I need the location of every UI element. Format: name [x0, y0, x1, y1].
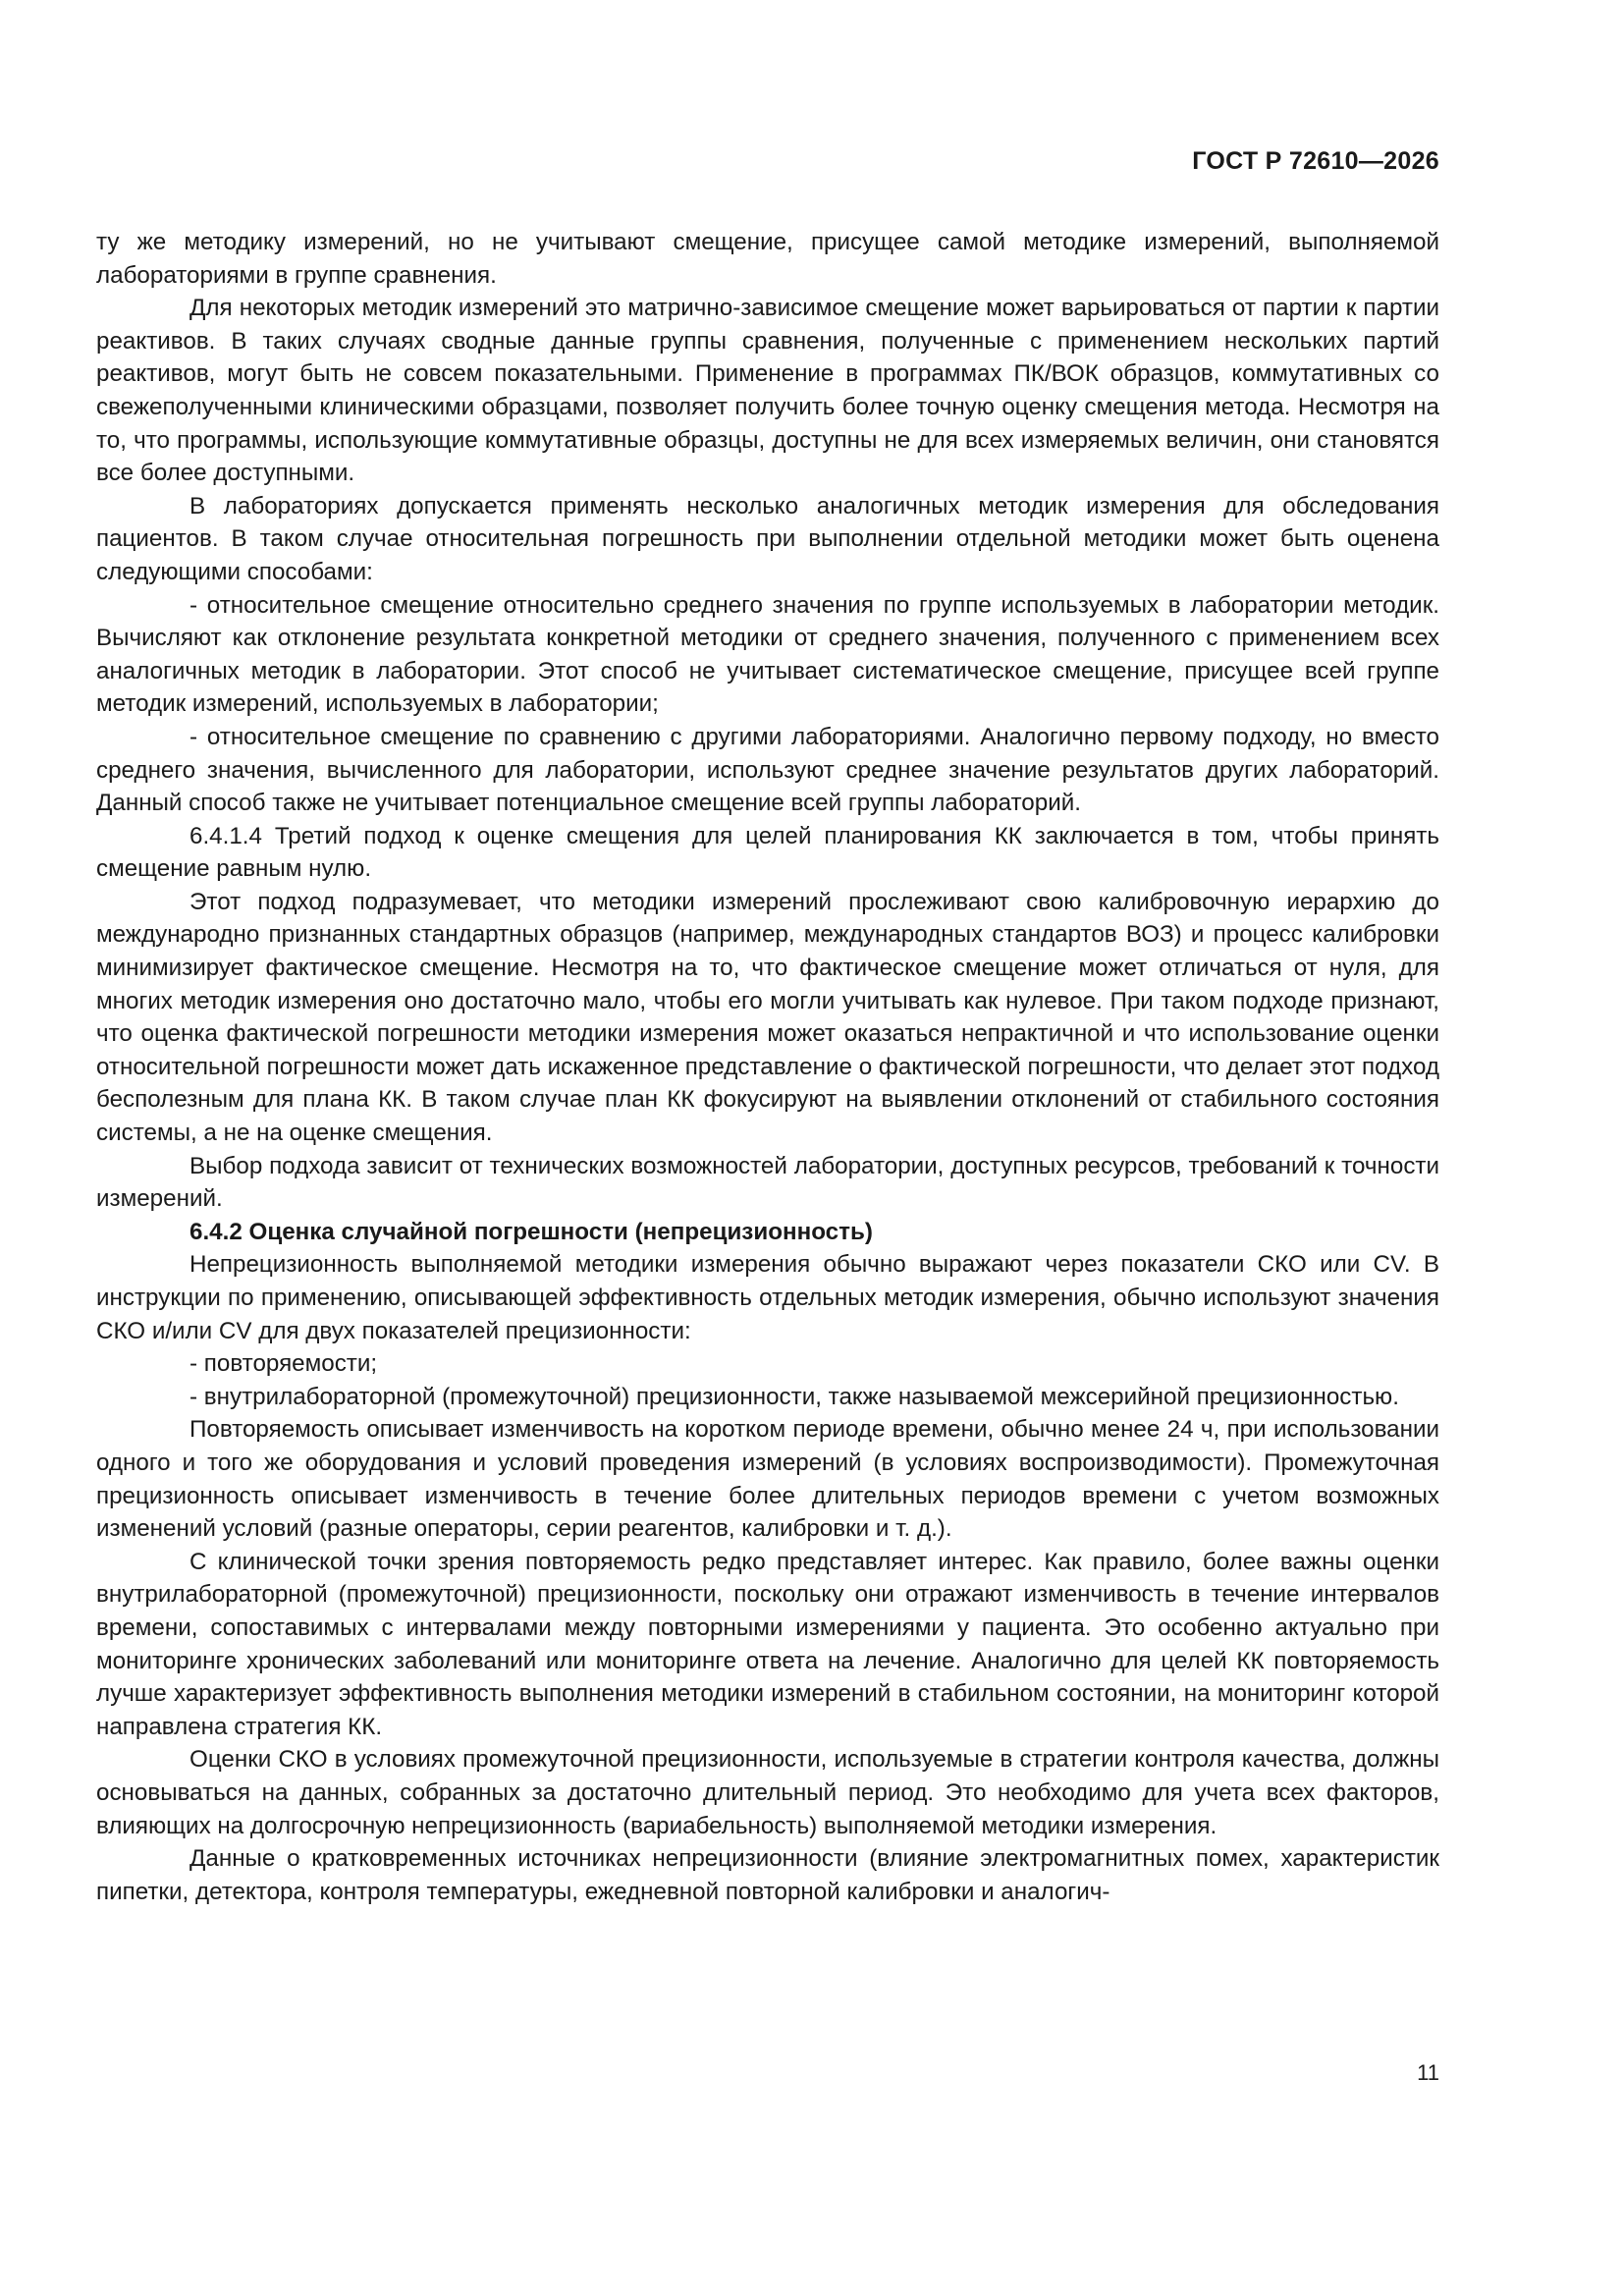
paragraph: 6.4.1.4 Третий подход к оценке смещения для целей планирования КК заключается в том, чтобы принять смещение равным нулю.	[96, 822, 1439, 883]
paragraph: - относительное смещение по сравнению с другими лабораториями. Аналогично первому подходу, но вместо среднего значения, вычисленного для лаборатории, используют среднее значение результатов других лабораторий. Данный способ также не учитывает потенциальное смещение всей группы лабораторий.	[96, 723, 1439, 817]
paragraph: Повторяемость описывает изменчивость на коротком периоде времени, обычно менее 24 ч, при использовании одного и того же оборудования и условий проведения измерений (в условиях воспроизводимости). Промежуточная прецизионность описывает изменчивость в течение более длительных периодов времени с учетом возможных изменений условий (разные операторы, серии реагентов, калибровки и т. д.).	[96, 1416, 1439, 1543]
paragraph: Этот подход подразумевает, что методики измерений прослеживают свою калибровочную иерархию до международно признанных стандартных образцов (например, международных стандартов ВОЗ) и процесс калибровки минимизирует фактическое смещение. Несмотря на то, что фактическое смещение может отличаться от нуля, для многих методик измерения оно достаточно мало, чтобы его могли учитывать как нулевое. При таком подходе признают, что оценка фактической погрешности методики измерения может оказаться непрактичной и что использование оценки относительной погрешности может дать искаженное представление о фактической погрешности, что делает этот подход бесполезным для плана КК. В таком случае план КК фокусируют на выявлении отклонений от стабильного состояния системы, а не на оценке смещения.	[96, 888, 1439, 1147]
paragraph: Данные о кратковременных источниках непрецизионности (влияние электромагнитных помех, характеристик пипетки, детектора, контроля температуры, ежедневной повторной калибровки и аналогич-	[96, 1845, 1439, 1905]
paragraph: Выбор подхода зависит от технических возможностей лаборатории, доступных ресурсов, требований к точности измерений.	[96, 1152, 1439, 1213]
paragraph: Для некоторых методик измерений это матрично-зависимое смещение может варьироваться от партии к партии реактивов. В таких случаях сводные данные группы сравнения, полученные с применением нескольких партий реактивов, могут быть не совсем показательными. Применение в программах ПК/ВОК образцов, коммутативных со свежеполученными клиническими образцами, позволяет получить более точную оценку смещения метода. Несмотря на то, что программы, использующие коммутативные образцы, доступны не для всех измеряемых величин, они становятся все более доступными.	[96, 295, 1439, 487]
paragraph: - внутрилабораторной (промежуточной) прецизионности, также называемой межсерийной прецизионностью.	[189, 1383, 1399, 1410]
paragraph: Непрецизионность выполняемой методики измерения обычно выражают через показатели СКО или CV. В инструкции по применению, описывающей эффективность отдельных методик измерения, обычно используют значения СКО и/или CV для двух показателей прецизионности:	[96, 1251, 1439, 1344]
paragraph: - повторяемости;	[189, 1350, 378, 1378]
paragraph: - относительное смещение относительно среднего значения по группе используемых в лаборатории методик. Вычисляют как отклонение результата конкретной методики от среднего значения, полученного с применением всех аналогичных методик в лаборатории. Этот способ не учитывает систематическое смещение, присущее всей группе методик измерений, используемых в лаборатории;	[96, 591, 1439, 718]
paragraph: Оценки СКО в условиях промежуточной прецизионности, используемые в стратегии контроля качества, должны основываться на данных, собранных за достаточно длительный период. Это необходимо для учета всех факторов, влияющих на долгосрочную непрецизионность (вариабельность) выполняемой методики измерения.	[96, 1746, 1439, 1839]
document-code: ГОСТ Р 72610—2026	[1192, 147, 1439, 175]
section-heading: 6.4.2 Оценка случайной погрешности (непрецизионность)	[189, 1218, 873, 1245]
document-body	[96, 226, 1439, 1908]
paragraph: ту же методику измерений, но не учитывают смещение, присущее самой методике измерений, выполняемой лабораториями в группе сравнения.	[96, 229, 1439, 289]
paragraph: В лабораториях допускается применять несколько аналогичных методик измерения для обследования пациентов. В таком случае относительная погрешность при выполнении отдельной методики может быть оценена следующими способами:	[96, 492, 1439, 585]
page-number: 11	[1417, 2060, 1439, 2085]
paragraph: С клинической точки зрения повторяемость редко представляет интерес. Как правило, более важны оценки внутрилабораторной (промежуточной) прецизионности, поскольку они отражают изменчивость в течение интервалов времени, сопоставимых с интервалами между повторными измерениями у пациента. Это особенно актуально при мониторинге хронических заболеваний или мониторинге ответа на лечение. Аналогично для целей КК повторяемость лучше характеризует эффективность выполнения методики измерений в стабильном состоянии, на мониторинг которой направлена стратегия КК.	[96, 1548, 1439, 1740]
